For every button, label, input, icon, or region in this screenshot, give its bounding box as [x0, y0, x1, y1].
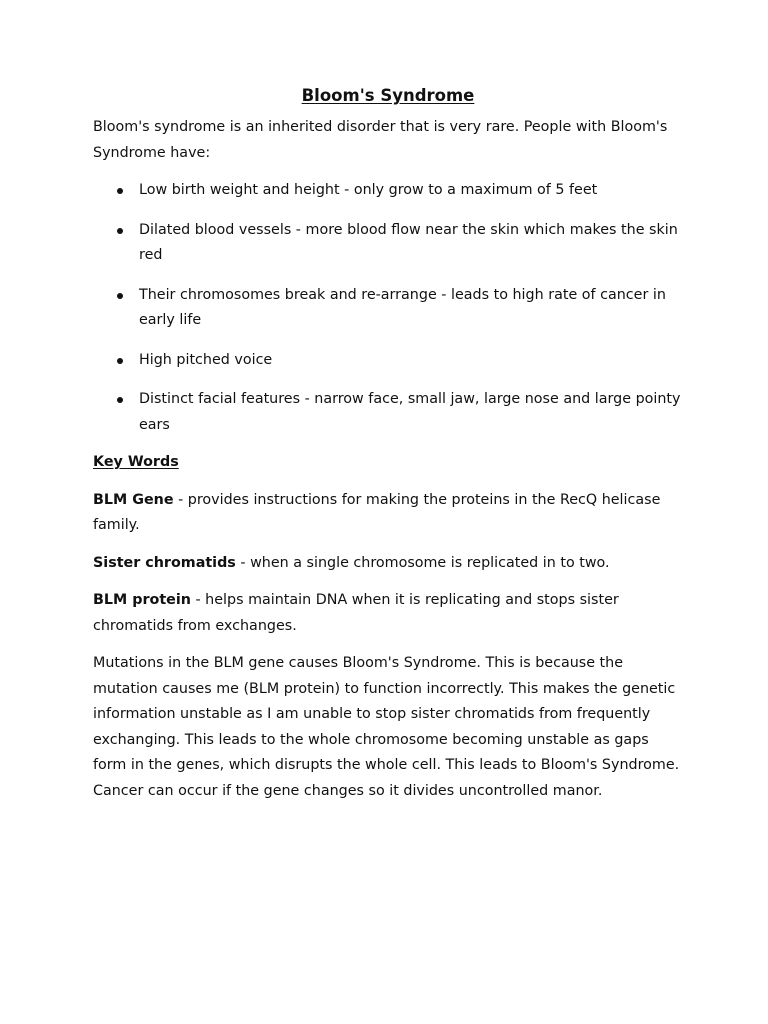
bullet-icon — [117, 188, 123, 194]
term-label: BLM protein — [93, 592, 191, 608]
term-definition: - provides instructions for making the proteins in the RecQ helicase family. — [93, 491, 661, 533]
bullet-icon — [117, 293, 123, 299]
term-label: Sister chromatids — [93, 554, 236, 571]
term-definition: - helps maintain DNA when it is replicating and stops sister chromatids from exchanges. — [93, 592, 619, 634]
document-title: Bloom's Syndrome — [301, 86, 475, 105]
symptom-list — [93, 178, 683, 438]
bullet-icon — [117, 228, 123, 234]
list-item-text: High pitched voice — [139, 351, 273, 368]
list-item-text: Dilated blood vessels - more blood flow near the skin which makes the skin red — [139, 221, 678, 263]
term-definition: - when a single chromosome is replicated in to two. — [235, 554, 610, 571]
bullet-icon — [117, 358, 123, 364]
list-item — [93, 348, 683, 374]
list-item-text: Distinct facial features - narrow face, small jaw, large nose and large pointy ears — [139, 391, 681, 433]
list-item-text: Low birth weight and height - only grow to a maximum of 5 feet — [139, 182, 598, 198]
key-words-heading: Key Words — [93, 454, 179, 470]
term-label: BLM Gene — [93, 491, 174, 508]
term-blm-protein — [93, 588, 683, 639]
closing-paragraph: Mutations in the BLM gene causes Bloom's Syndrome. This is because the mutation causes me (BLM protein) to function incorrectly. This makes the genetic information unstable as I am unable to stop sister chromatids from frequently exchanging. This leads to the whole chromosome becoming unstable as gaps form in the genes, which disrupts the whole cell. This leads to Bloom's Syndrome. Cancer can occur if the gene changes so it divides uncontrolled manor. — [93, 655, 680, 799]
list-item-text: Their chromosomes break and re-arrange - leads to high rate of cancer in early life — [139, 286, 666, 328]
bullet-icon — [117, 397, 123, 403]
term-blm-gene — [93, 488, 683, 539]
list-item — [93, 283, 683, 334]
list-item — [93, 387, 683, 438]
intro-paragraph: Bloom's syndrome is an inherited disorder that is very rare. People with Bloom's Syndrome have: — [93, 119, 668, 161]
term-sister-chromatids — [93, 551, 683, 577]
list-item — [93, 218, 683, 269]
list-item — [93, 178, 683, 204]
document-page — [93, 86, 683, 804]
